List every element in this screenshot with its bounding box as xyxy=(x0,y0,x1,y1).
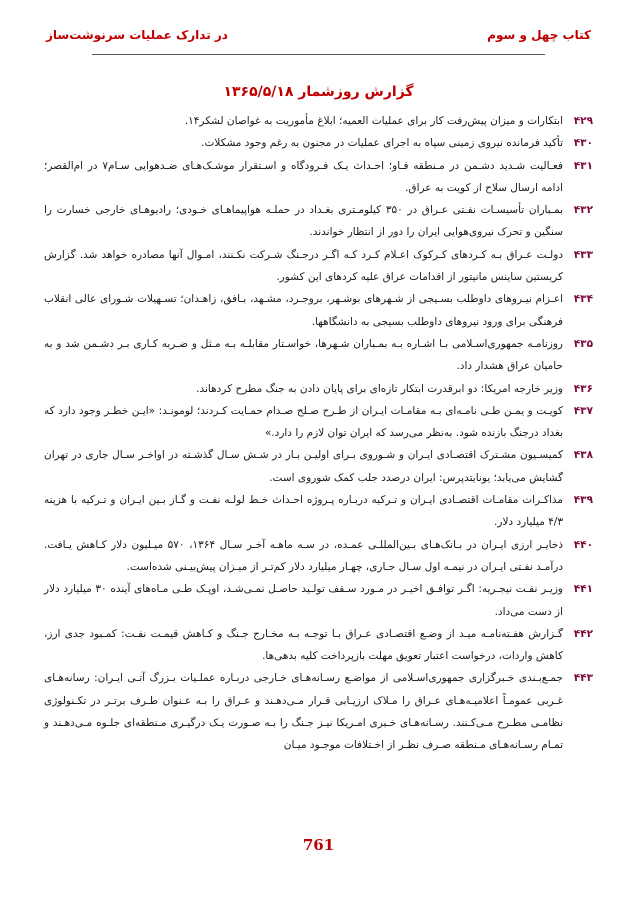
entry-number: ۴۳۱ xyxy=(573,159,593,172)
entry-text: بمـباران تأسیسـات نفـتی عـراق در ۳۵۰ کیلومـتری بغـداد در حملـه هواپیماهـای خـودی؛ رادیوهـای خارجی خسارت را سنگین و تحرک نیروی‌هوایی ایران را دور از انتظار خواندند. xyxy=(44,204,563,239)
entry-text: دولـت عـراق بـه کـردهای کـرکوک اعـلام کـرد کـه اگـر درجـنگ شـرکت نکـنند، امـوال آنها مصادره خواهد شد. گزارش کریستین ساینس مانیتور از اقدامات عراق علیه کردهای این کشور. xyxy=(44,248,563,284)
entry-number: ۴۳۴ xyxy=(573,293,593,306)
report-title: گزارش روزشمار ۱۳۶۵/۵/۱۸ xyxy=(223,84,414,100)
page-header xyxy=(46,24,591,46)
entry-435 xyxy=(44,333,593,378)
entry-number: ۴۳۹ xyxy=(573,494,593,507)
entry-number: ۴۳۶ xyxy=(573,382,593,395)
entry-number: ۴۴۱ xyxy=(573,583,593,596)
entry-text: اعـزام نیـروهای داوطلب بسـیجی از شـهرهای بوشـهر، بروجـرد، مشـهد، بـافق، زاهـدان؛ تسـهیلات شـورای عالی انقلاب فرهنگی برای ورود نیروهای داوطلب بسیجی به دانشگاهها. xyxy=(44,293,563,328)
header-divider xyxy=(92,54,545,55)
entry-441 xyxy=(44,578,593,623)
entry-number: ۴۳۳ xyxy=(573,248,593,261)
entry-text: فعـالیت شـدید دشـمن در مـنطقه فـاو؛ احـداث یـک فـرودگاه و اسـتقرار موشـک‌هـای ضـدهوایی سـام۷ در ام‌القصر؛ ادامه ارسال سلاح از کویت به عراق. xyxy=(44,159,563,194)
entry-number: ۴۳۰ xyxy=(573,137,593,150)
entry-number: ۴۴۰ xyxy=(573,538,593,551)
entry-number: ۴۳۲ xyxy=(573,204,593,217)
entry-439 xyxy=(44,489,593,534)
entry-442 xyxy=(44,623,593,668)
entry-438 xyxy=(44,444,593,489)
entry-text: ذخایـر ارزی ایـران در بـانک‌هـای بـین‌المللـی عمـده، در سـه ماهـه آخـر سـال ۱۳۶۴، ۵۷۰ میـلیون دلار کـاهش یـافت. درآمـد نفـتی ایـران در نیمـه اول سـال جـاری، چهـار میلیارد دلار کم‌تـر از میـزان پیش‌بیـنی شده‌است. xyxy=(44,538,564,573)
entry-431 xyxy=(44,155,593,200)
entry-list xyxy=(44,110,593,757)
entry-text: جمـع‌بـندی خـبرگزاری جمهوری‌اسـلامی از مواضـع رسـانه‌هـای خـارجی دربـاره عملـیات بـزرگ آتـی ایـران: رسانه‌هـای غـربی عمومـاً اعلامیـه‌هـای عـراق را مـلاک ارزیـابی قـرار مـی‌دهـند و عـراق را بـه عـنوان طـرف برتـر در تکـنولوژی نظامـی مطـرح مـی‌کـنند. رسـانه‌هـای خـبری امـریکا نیـز جـنگ را بـه صـورت یـک درگیـری مـنطقه‌ای جلـوه مـی‌دهـند و تمـام رسـانه‌هـای مـنطقه صـرف نظـر از اخـتلافات موجـود میـان xyxy=(44,672,563,752)
entry-432 xyxy=(44,199,593,244)
entry-number: ۴۳۷ xyxy=(573,404,593,417)
entry-436 xyxy=(44,378,593,400)
entry-text: وزیـر نفـت نیجـریه: اگـر توافـق اخیـر در مـورد سـقف تولـید حاصـل نمـی‌شـد، اوپـک طـی مـاه‌های آینده ۳۰ میلیارد دلار از دست می‌داد. xyxy=(44,583,563,618)
entry-text: تأکید فرمانده نیروی زمینی سپاه به اجرای عملیات در مجنون به رغم وجود مشکلات. xyxy=(201,137,563,150)
entry-443 xyxy=(44,667,593,756)
entry-440 xyxy=(44,534,593,579)
entry-430 xyxy=(44,132,593,154)
book-title: کتاب چهل و سوم xyxy=(487,28,591,42)
entry-number: ۴۲۹ xyxy=(573,115,593,127)
entry-434 xyxy=(44,288,593,333)
page-number: 761 xyxy=(302,836,335,854)
entry-429 xyxy=(44,110,593,132)
entry-number: ۴۴۲ xyxy=(573,627,593,640)
entry-text: روزنامـه جمهوری‌اسـلامی بـا اشـاره بـه بمـباران شـهرها، خواسـتار مقابلـه بـه مـثل و ضـربه کـاری بـر دشـمن شد و به حامیان عراق هشدار داد. xyxy=(44,337,563,373)
entry-text: وزیر خارجه امریکا: دو ابرقدرت ابتکار تازه‌ای برای پایان دادن به جنگ مطرح کردهاند. xyxy=(196,382,563,395)
entry-text: کمیسـیون مشـترک اقتصـادی ایـران و شـوروی بـرای اولیـن بـار در شـش سـال گذشـته در اواخـر سـال جاری در تهران گشایش می‌یابد؛ یونایتدپرس: ایران درصدد جلب کمک شوروی است. xyxy=(44,449,563,484)
entry-number: ۴۳۵ xyxy=(573,337,593,350)
entry-text: مذاکـرات مقامـات اقتصـادی ایـران و تـرکیه دربـاره پـروژه احـداث خـط لولـه نفـت و گـاز بـین ایـران و تـرکیه با هزینه ۴/۳ میلیارد دلار. xyxy=(44,494,563,529)
entry-text: گـزارش هفـته‌نامـه میـد از وضـع اقتصـادی عـراق بـا توجـه بـه مخـارج جـنگ و کـاهش قیمـت نفـت: کمـبود جدی ارز، کاهش واردات، درخواست اعتبار تعویق مهلت بازپرداخت کلیه بدهی‌ها. xyxy=(44,627,563,663)
section-title: در تدارک عملیات سرنوشت‌ساز xyxy=(46,28,228,42)
entry-433 xyxy=(44,244,593,289)
entry-text: ابتکارات و میزان پیش‌رفت کار برای عملیات العمیه؛ ابلاغ مأموریت به غواصان لشکر۱۴. xyxy=(184,115,563,127)
entry-number: ۴۴۳ xyxy=(573,672,593,685)
entry-number: ۴۳۸ xyxy=(573,449,593,462)
entry-437 xyxy=(44,400,593,445)
entry-text: کویـت و یمـن طـی نامـه‌ای بـه مقامـات ایـران از طـرح صـلح صـدام حمـایت کـردند؛ لومونـد: «ایـن خطـر وجود دارد که بغداد درجنگ بازنده شود. به‌نظر می‌رسد که ایران توان لازم را دارد.» xyxy=(44,404,563,440)
